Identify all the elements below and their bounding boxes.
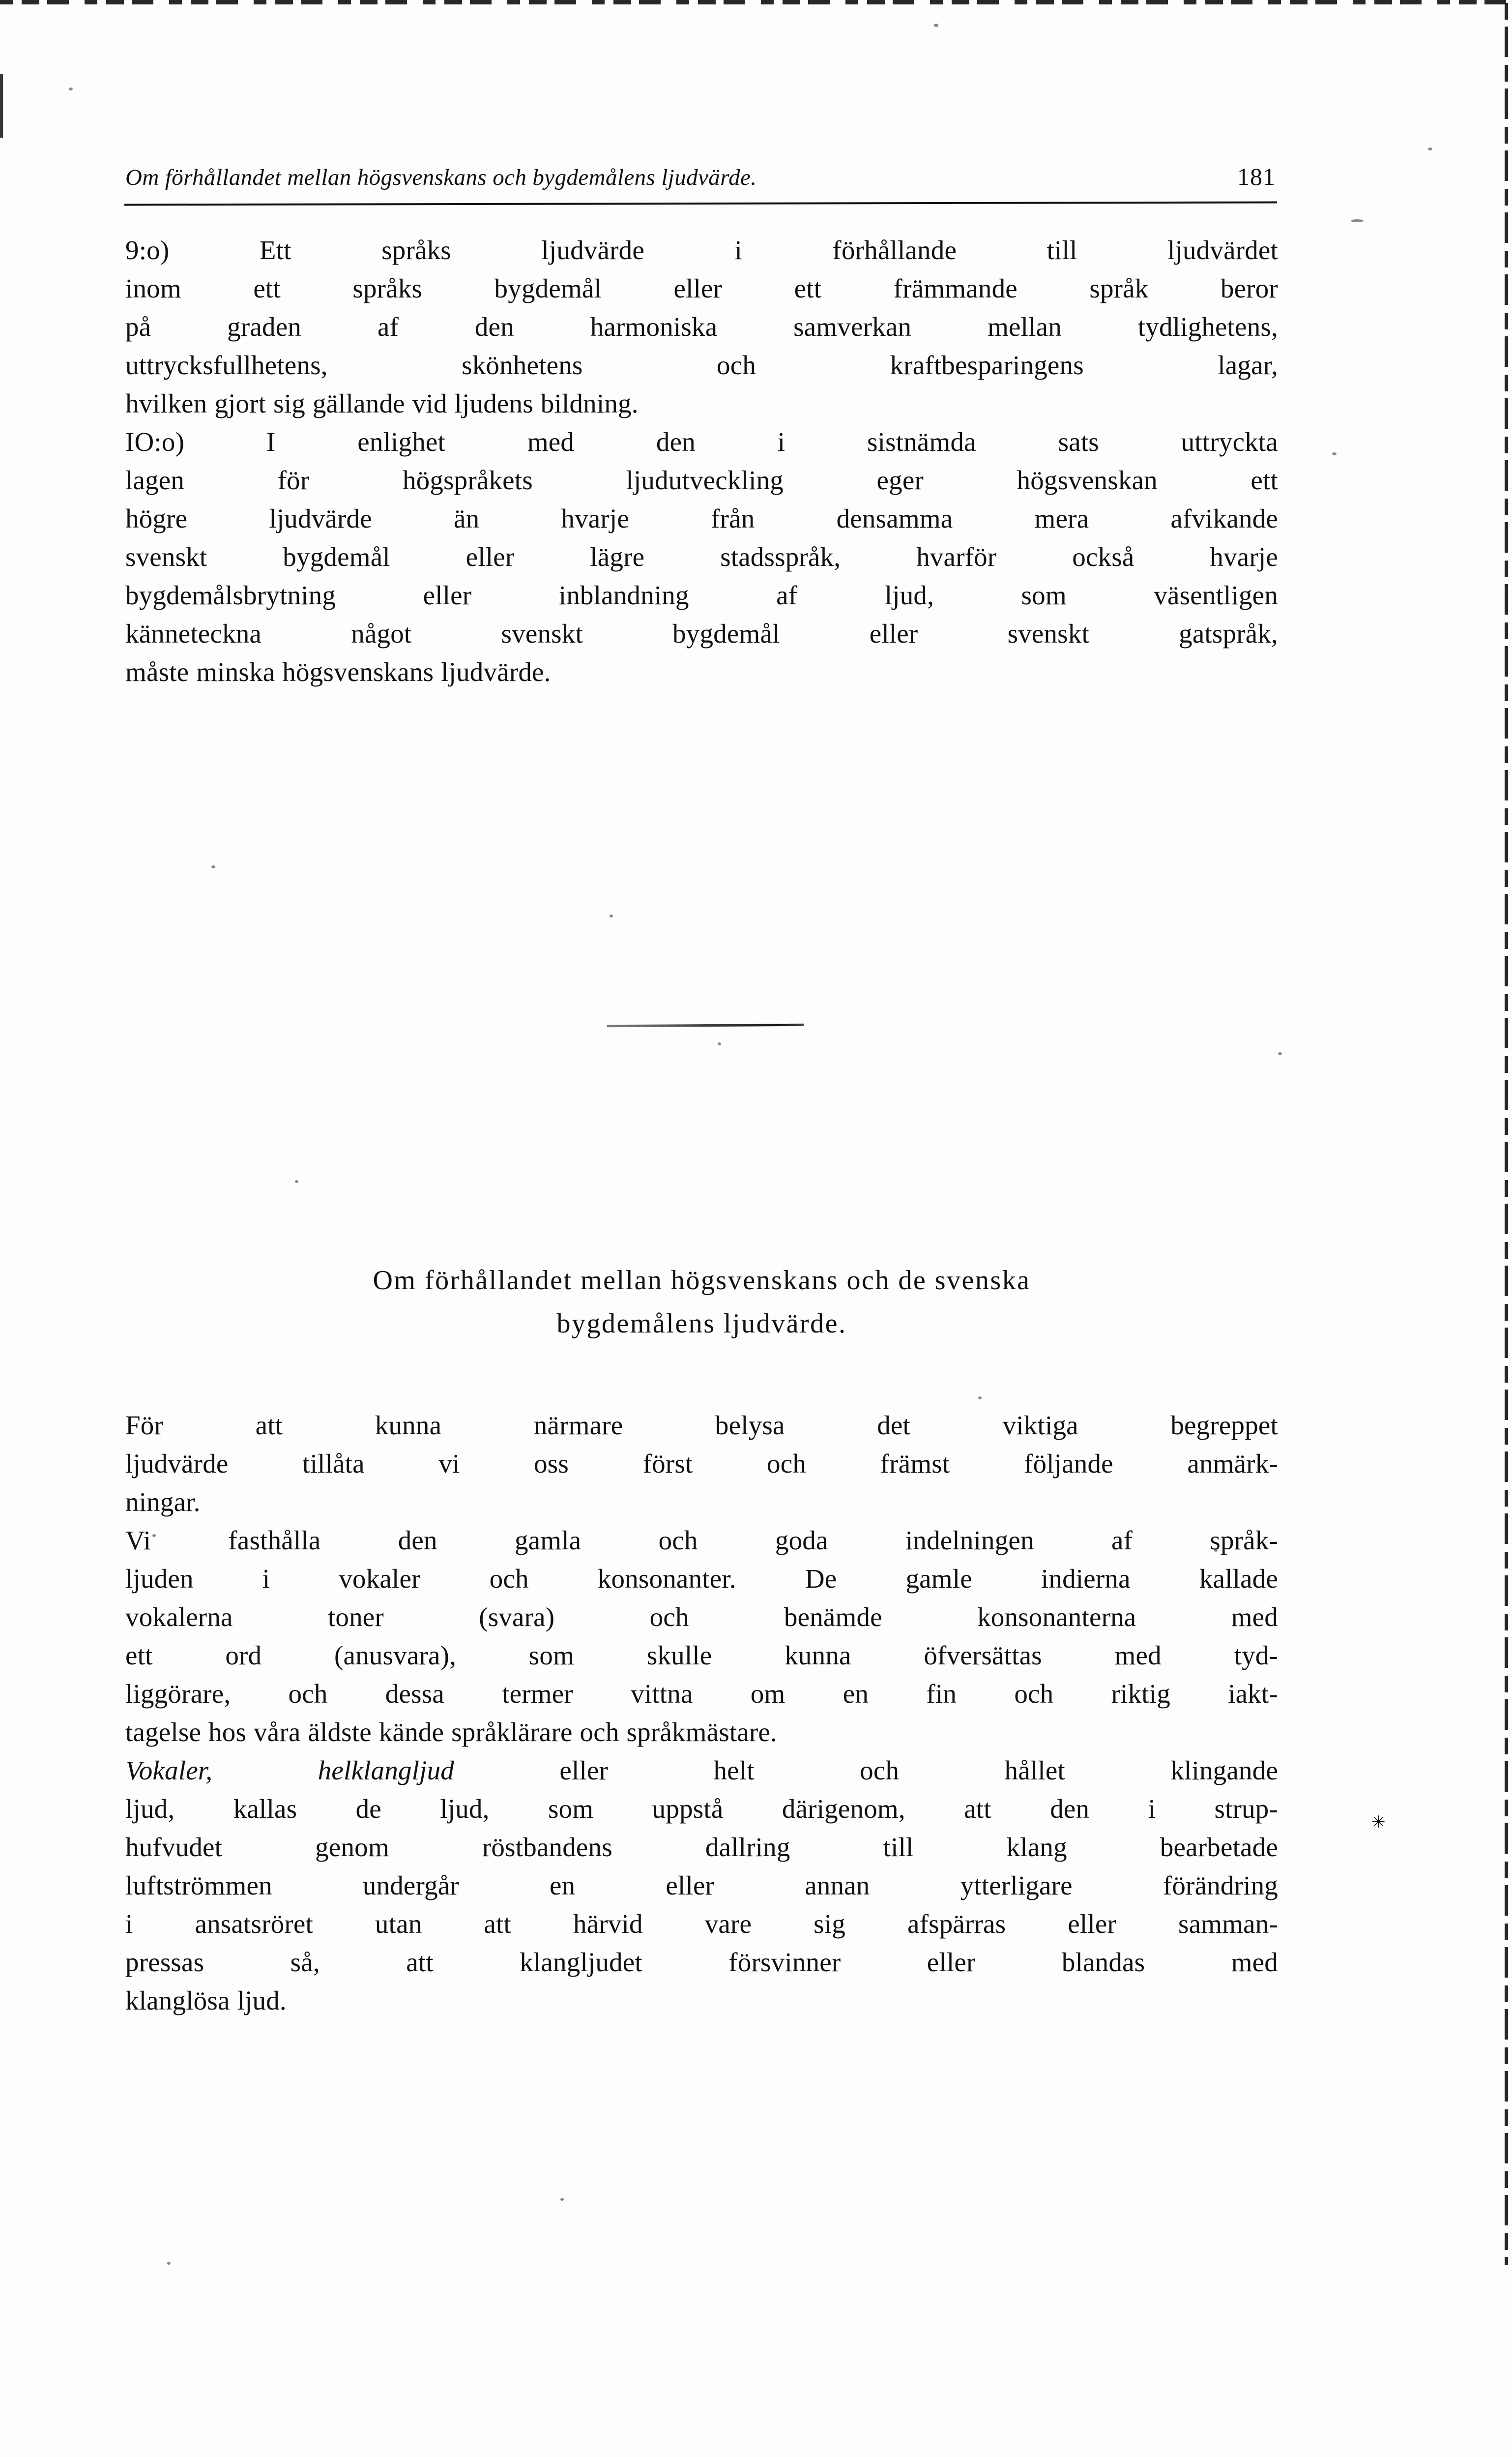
text-line: ningar. xyxy=(125,1487,201,1517)
paragraph-item-9 xyxy=(125,231,1278,423)
text-line: klanglösa ljud. xyxy=(125,1985,287,2015)
scan-edge-left xyxy=(0,74,3,138)
scan-speck xyxy=(1332,452,1337,455)
text-line: ljud, kallas de ljud, som uppstå därigenom, att den i strup- xyxy=(125,1794,1278,1824)
scan-speck xyxy=(1351,219,1364,222)
scan-edge-top xyxy=(0,0,1512,4)
text-line: pressas så, att klangljudet försvinner eller blandas med xyxy=(125,1947,1278,1977)
scan-speck xyxy=(978,1396,982,1399)
text-line: ett ord (anusvara), som skulle kunna öfversättas med tyd- xyxy=(125,1640,1278,1670)
running-head-title: Om förhållandet mellan högsvenskans och bygdemålens ljudvärde. xyxy=(125,165,757,190)
margin-asterisk-mark: ✳ xyxy=(1371,1813,1386,1832)
section-heading-line-1: Om förhållandet mellan högsvenskans och de svenska xyxy=(373,1265,1031,1296)
section-divider-rule xyxy=(607,1024,804,1027)
scan-edge-right xyxy=(1505,3,1508,2265)
italic-term-vokaler: Vokaler, helklangljud xyxy=(125,1755,454,1785)
scan-speck xyxy=(560,2198,564,2201)
paragraph-for-att-kunna xyxy=(125,1406,1278,1521)
text-line: luftströmmen undergår en eller annan ytterligare förändring xyxy=(125,1870,1278,1900)
text-line: känneteckna något svenskt bygdemål eller svenskt gatspråk, xyxy=(125,619,1278,649)
text-line: högre ljudvärde än hvarje från densamma mera afvikande xyxy=(125,503,1278,533)
text-line: hvilken gjort sig gällande vid ljudens bildning. xyxy=(125,388,639,418)
text-line: liggörare, och dessa termer vittna om en fin och riktig iakt- xyxy=(125,1679,1278,1709)
section-heading-line-2: bygdemålens ljudvärde. xyxy=(556,1308,847,1339)
text-line: i ansatsröret utan att härvid vare sig afspärras eller samman- xyxy=(125,1909,1278,1939)
running-head xyxy=(125,162,1276,191)
scan-speck xyxy=(167,2262,171,2265)
text-line: bygdemålsbrytning eller inblandning af ljud, som väsentligen xyxy=(125,580,1278,610)
text-line: 9:o) Ett språks ljudvärde i förhållande till ljudvärdet xyxy=(125,235,1278,265)
text-line: uttrycksfullhetens, skönhetens och kraftbesparingens lagar, xyxy=(125,350,1278,380)
text-line: ljuden i vokaler och konsonanter. De gamle indierna kallade xyxy=(125,1564,1278,1594)
text-line: ljudvärde tillåta vi oss först och främst följande anmärk- xyxy=(125,1449,1278,1479)
scan-speck xyxy=(718,1042,721,1045)
scan-speck xyxy=(69,88,73,90)
scan-speck xyxy=(211,865,215,868)
text-line: För att kunna närmare belysa det viktiga begreppet xyxy=(125,1410,1278,1440)
scan-speck xyxy=(295,1180,298,1183)
section-heading xyxy=(125,1259,1278,1345)
paragraph-item-10 xyxy=(125,423,1278,691)
scan-speck xyxy=(1278,1052,1282,1055)
text-line: svenskt bygdemål eller lägre stadsspråk, hvarför också hvarje xyxy=(125,542,1278,572)
header-rule xyxy=(124,202,1277,206)
paragraph-vokaler xyxy=(125,1751,1278,2020)
text-line: IO:o) I enlighet med den i sistnämda sats uttryckta xyxy=(125,427,1278,457)
text-line: tagelse hos våra äldste kände språklärare och språkmästare. xyxy=(125,1717,777,1747)
text-line: inom ett språks bygdemål eller ett främmande språk beror xyxy=(125,273,1278,303)
scan-speck xyxy=(1428,148,1432,150)
text-line: lagen för högspråkets ljudutveckling eger högsvenskan ett xyxy=(125,465,1278,495)
text-line: måste minska högsvenskans ljudvärde. xyxy=(125,657,551,687)
scan-speck xyxy=(934,24,938,27)
paragraph-vi-fasthalla xyxy=(125,1521,1278,1751)
text-line-rest: eller helt och hållet klingande xyxy=(454,1755,1278,1785)
text-line: på graden af den harmoniska samverkan mellan tydlighetens, xyxy=(125,312,1278,342)
scan-speck xyxy=(610,915,613,918)
text-line: Vi fasthålla den gamla och goda indelningen af språk- xyxy=(125,1525,1278,1555)
text-line: hufvudet genom röstbandens dallring till klang bearbetade xyxy=(125,1832,1278,1862)
section-one-text xyxy=(125,231,1278,691)
text-line-with-italic-lead xyxy=(125,1751,1278,1790)
page-number: 181 xyxy=(1237,163,1276,190)
section-two-text xyxy=(125,1406,1278,2020)
text-line: vokalerna toner (svara) och benämde konsonanterna med xyxy=(125,1602,1278,1632)
